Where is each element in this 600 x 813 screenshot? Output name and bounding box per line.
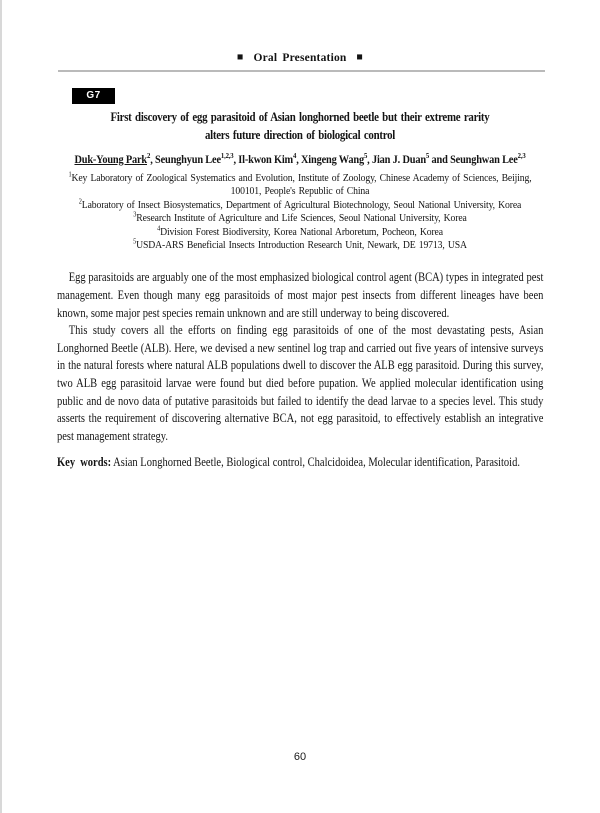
author-name: Seunghwan Lee$^{2,3}$ bbox=[450, 151, 526, 166]
author-separator: and bbox=[429, 154, 451, 166]
affiliations-block bbox=[57, 172, 543, 252]
affiliation-number: 1 bbox=[68, 170, 72, 179]
square-icon: ■ bbox=[236, 52, 244, 63]
authors-line bbox=[57, 153, 543, 168]
abstract-paragraph: Egg parasitoids are arguably one of the most emphasized biological control agent (BCA) types in integrated pest management. Even though many egg parasitoids of most major pest insects from different lineages have been known, some major pest species remain unknown and are still underway to being discovered. bbox=[57, 270, 544, 320]
affiliation-text: Key Laboratory of Zoological Systematics and Evolution, Institute of Zoology, Chinese Academy of Sciences, Beijing, 100101, People's Republic of China bbox=[71, 172, 532, 198]
affiliation bbox=[57, 172, 543, 199]
author-affiliation-sup: 1,2,3 bbox=[220, 151, 234, 161]
affiliation-number: 2 bbox=[78, 197, 82, 206]
session-badge: G7 bbox=[72, 88, 115, 104]
author-name: Jian J. Duan$^5$ and bbox=[371, 151, 451, 166]
paper-title bbox=[39, 109, 561, 144]
author-name: Xingeng Wang$^5$, bbox=[301, 151, 372, 166]
keywords-line bbox=[57, 454, 543, 472]
author-name: Seunghyun Lee$^{1,2,3}$, bbox=[155, 151, 239, 166]
page-header bbox=[0, 0, 600, 66]
affiliation-text: USDA-ARS Beneficial Insects Introduction Research Unit, Newark, DE 19713, USA bbox=[136, 239, 467, 252]
keywords-label: Key words: bbox=[57, 455, 112, 470]
affiliation-text: Research Institute of Agriculture and Life Sciences, Seoul National University, Korea bbox=[136, 212, 467, 225]
paper-title-line2: alters future direction of biological control bbox=[204, 127, 396, 142]
author-name: Il-kwon Kim$^4$, bbox=[238, 151, 302, 166]
affiliation-text: Laboratory of Insect Biosystematics, Department of Agricultural Biotechnology, Seoul National University, Korea bbox=[81, 198, 522, 211]
scan-edge bbox=[0, 0, 2, 813]
affiliation-number: 4 bbox=[157, 224, 161, 233]
affiliation bbox=[57, 239, 543, 252]
author-affiliation-sup: 2,3 bbox=[517, 151, 526, 161]
affiliation-number: 3 bbox=[133, 210, 137, 219]
author-affiliation-sup: 4 bbox=[292, 151, 297, 161]
author-separator: , bbox=[233, 154, 239, 166]
author-separator: , bbox=[150, 154, 156, 166]
affiliation-text: Division Forest Biodiversity, Korea National Arboretum, Pocheon, Korea bbox=[160, 225, 443, 238]
header-label: Oral Presentation bbox=[253, 52, 347, 64]
affiliation bbox=[57, 199, 543, 212]
author-name: Duk-Young Park$^2$, bbox=[74, 151, 156, 166]
author-affiliation-sup: 5 bbox=[425, 151, 430, 161]
abstract-paragraph: This study covers all the efforts on finding egg parasitoids of one of the most devastating pests, Asian Longhorned Beetle (ALB). Here, we devised a new sentinel log trap and carried out five years of intensive surveys in the natural forests where natural ALB populations dwell to discover the ALB egg parasitoid. During this survey, two ALB egg parasitoid larvae were found but died before pupation. We applied molecular identification using public and de novo data of putative parasitoids but failed to identify the dead larvae to a species level. This study asserts the requirement of discovering alternative BCA, not egg parasitoid, to effectively establish an integrative pest management strategy. bbox=[57, 323, 544, 443]
paper-title-line1: First discovery of egg parasitoid of Asian longhorned beetle but their extreme rarity bbox=[110, 110, 490, 124]
abstract-paragraphs bbox=[57, 269, 543, 445]
author-separator: , bbox=[296, 154, 302, 166]
author-separator: , bbox=[367, 154, 372, 166]
page-number: 60 bbox=[293, 751, 307, 763]
affiliation bbox=[57, 212, 543, 225]
affiliation-number: 5 bbox=[133, 237, 137, 246]
author-affiliation-sup: 5 bbox=[363, 151, 368, 161]
header-divider bbox=[58, 70, 545, 72]
square-icon: ■ bbox=[356, 52, 364, 63]
author-affiliation-sup: 2 bbox=[147, 151, 151, 161]
abstract bbox=[57, 269, 543, 472]
keywords-text: Asian Longhorned Beetle, Biological control, Chalcidoidea, Molecular identification, Parasitoid. bbox=[111, 455, 520, 470]
affiliation bbox=[57, 226, 543, 239]
